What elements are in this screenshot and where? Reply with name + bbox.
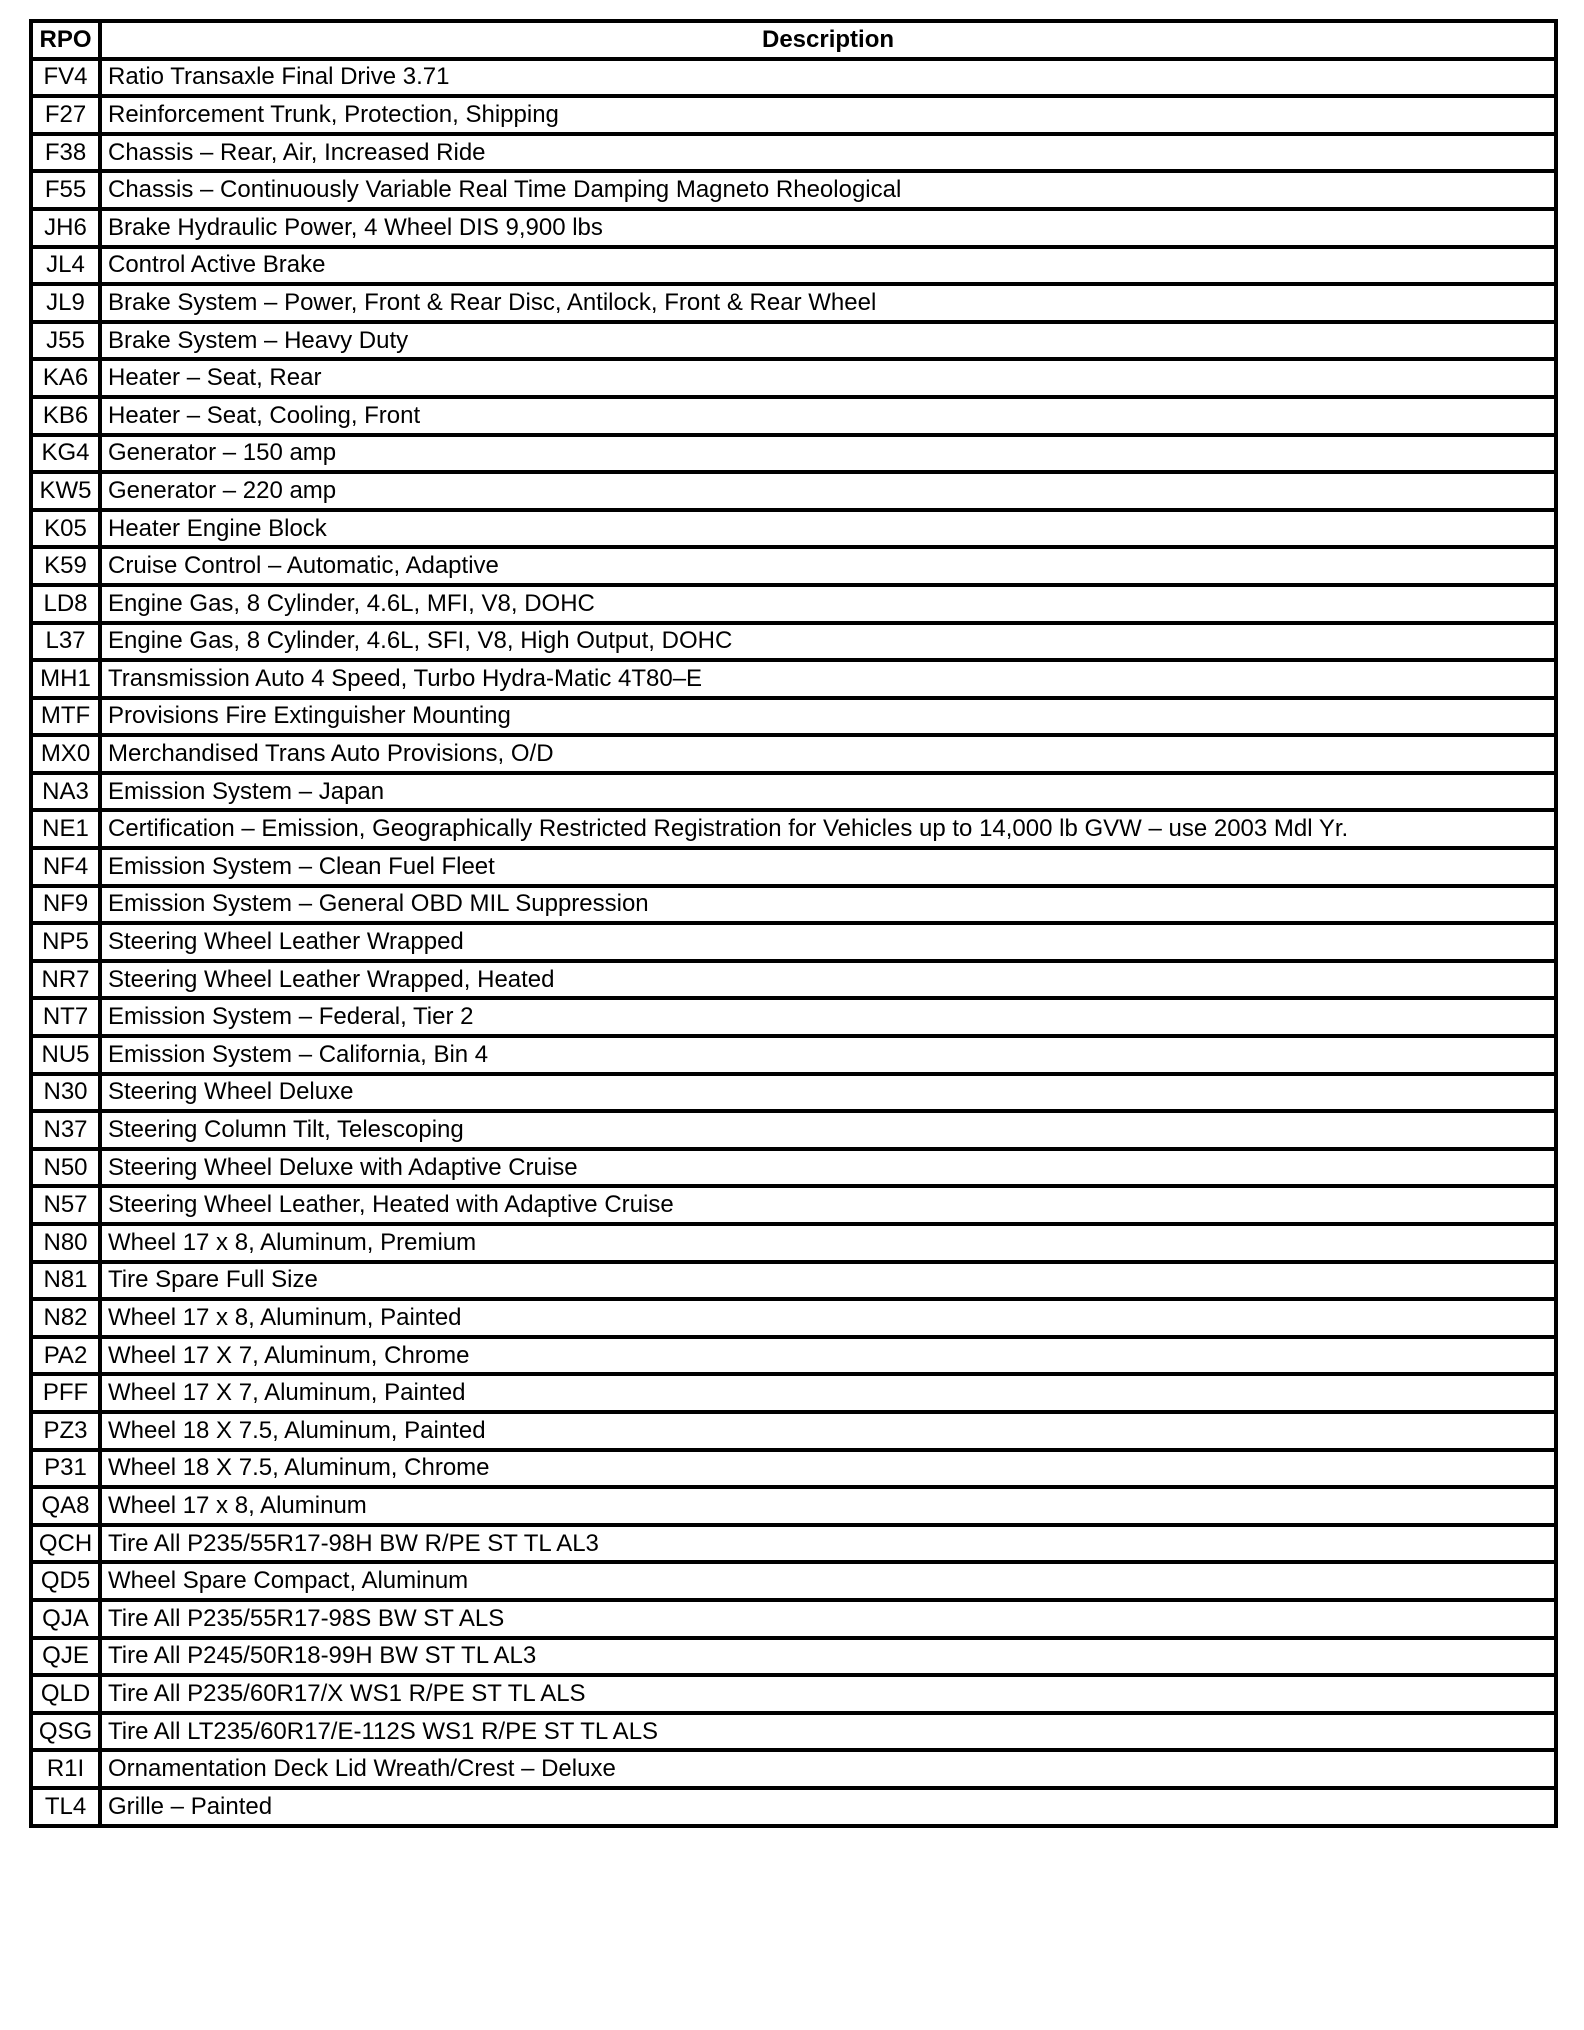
rpo-code: QJA — [31, 1600, 100, 1638]
rpo-code: NU5 — [31, 1036, 100, 1074]
rpo-code: QD5 — [31, 1562, 100, 1600]
rpo-description: Wheel Spare Compact, Aluminum — [100, 1562, 1556, 1600]
rpo-description: Transmission Auto 4 Speed, Turbo Hydra-Matic 4T80–E — [100, 660, 1556, 698]
rpo-code: N30 — [31, 1074, 100, 1112]
rpo-code: QCH — [31, 1525, 100, 1563]
table-header — [31, 21, 1556, 59]
rpo-description: Control Active Brake — [100, 247, 1556, 285]
table-row — [31, 59, 1556, 97]
rpo-description: Wheel 17 x 8, Aluminum, Painted — [100, 1299, 1556, 1337]
rpo-code: L37 — [31, 623, 100, 661]
rpo-description: Certification – Emission, Geographically Restricted Registration for Vehicles up to 14,000 lb GVW – use 2003 Mdl Yr. — [100, 810, 1556, 848]
header-description: Description — [100, 21, 1556, 59]
rpo-code: KW5 — [31, 472, 100, 510]
table-row — [31, 585, 1556, 623]
rpo-code: MTF — [31, 698, 100, 736]
rpo-description: Wheel 17 x 8, Aluminum, Premium — [100, 1224, 1556, 1262]
table-row — [31, 1074, 1556, 1112]
rpo-code: JL4 — [31, 247, 100, 285]
table-row — [31, 1299, 1556, 1337]
rpo-description: Brake System – Power, Front & Rear Disc, Antilock, Front & Rear Wheel — [100, 284, 1556, 322]
table-row — [31, 1149, 1556, 1187]
rpo-description: Tire All LT235/60R17/E-112S WS1 R/PE ST TL ALS — [100, 1713, 1556, 1751]
table-row — [31, 660, 1556, 698]
table-row — [31, 435, 1556, 473]
rpo-code: NR7 — [31, 961, 100, 999]
rpo-code: PA2 — [31, 1337, 100, 1375]
table-row — [31, 359, 1556, 397]
table-row — [31, 1262, 1556, 1300]
rpo-code: KG4 — [31, 435, 100, 473]
rpo-description: Grille – Painted — [100, 1788, 1556, 1826]
table-row — [31, 773, 1556, 811]
rpo-description: Provisions Fire Extinguisher Mounting — [100, 698, 1556, 736]
rpo-description: Generator – 150 amp — [100, 435, 1556, 473]
rpo-description: Emission System – Clean Fuel Fleet — [100, 848, 1556, 886]
rpo-code: JH6 — [31, 209, 100, 247]
rpo-description: Chassis – Rear, Air, Increased Ride — [100, 134, 1556, 172]
rpo-description: Tire All P235/55R17-98H BW R/PE ST TL AL3 — [100, 1525, 1556, 1563]
rpo-code: N82 — [31, 1299, 100, 1337]
table-row — [31, 247, 1556, 285]
rpo-description: Wheel 18 X 7.5, Aluminum, Chrome — [100, 1450, 1556, 1488]
table-row — [31, 1487, 1556, 1525]
rpo-code: F27 — [31, 96, 100, 134]
table-row — [31, 1788, 1556, 1826]
rpo-code: NP5 — [31, 923, 100, 961]
rpo-description: Steering Wheel Leather Wrapped — [100, 923, 1556, 961]
rpo-description: Brake System – Heavy Duty — [100, 322, 1556, 360]
table-row — [31, 1600, 1556, 1638]
rpo-code: F38 — [31, 134, 100, 172]
rpo-code: KA6 — [31, 359, 100, 397]
rpo-description: Tire All P245/50R18-99H BW ST TL AL3 — [100, 1638, 1556, 1676]
rpo-code: NF9 — [31, 886, 100, 924]
table-row — [31, 1638, 1556, 1676]
table-row — [31, 998, 1556, 1036]
table-row — [31, 1713, 1556, 1751]
rpo-description: Steering Column Tilt, Telescoping — [100, 1111, 1556, 1149]
rpo-description: Wheel 17 X 7, Aluminum, Chrome — [100, 1337, 1556, 1375]
table-row — [31, 547, 1556, 585]
table-row — [31, 810, 1556, 848]
rpo-code: R1I — [31, 1750, 100, 1788]
table-row — [31, 397, 1556, 435]
rpo-code: K59 — [31, 547, 100, 585]
rpo-description: Brake Hydraulic Power, 4 Wheel DIS 9,900 lbs — [100, 209, 1556, 247]
rpo-description: Ratio Transaxle Final Drive 3.71 — [100, 59, 1556, 97]
rpo-description: Emission System – General OBD MIL Suppression — [100, 886, 1556, 924]
table-row — [31, 171, 1556, 209]
table-row — [31, 1450, 1556, 1488]
table-row — [31, 1750, 1556, 1788]
rpo-description: Wheel 18 X 7.5, Aluminum, Painted — [100, 1412, 1556, 1450]
rpo-code: LD8 — [31, 585, 100, 623]
table-row — [31, 1036, 1556, 1074]
rpo-code: QJE — [31, 1638, 100, 1676]
table-row — [31, 1111, 1556, 1149]
rpo-description: Emission System – Federal, Tier 2 — [100, 998, 1556, 1036]
rpo-description: Chassis – Continuously Variable Real Time Damping Magneto Rheological — [100, 171, 1556, 209]
table-row — [31, 1675, 1556, 1713]
table-row — [31, 510, 1556, 548]
table-row — [31, 96, 1556, 134]
table-body — [31, 59, 1556, 1826]
rpo-code: NE1 — [31, 810, 100, 848]
rpo-description: Heater Engine Block — [100, 510, 1556, 548]
rpo-description: Merchandised Trans Auto Provisions, O/D — [100, 735, 1556, 773]
table-row — [31, 923, 1556, 961]
table-row — [31, 698, 1556, 736]
rpo-code: QLD — [31, 1675, 100, 1713]
table-row — [31, 472, 1556, 510]
rpo-code: N37 — [31, 1111, 100, 1149]
table-row — [31, 848, 1556, 886]
table-row — [31, 623, 1556, 661]
rpo-description: Tire Spare Full Size — [100, 1262, 1556, 1300]
rpo-code: QA8 — [31, 1487, 100, 1525]
table-row — [31, 886, 1556, 924]
header-rpo: RPO — [31, 21, 100, 59]
rpo-code: JL9 — [31, 284, 100, 322]
rpo-code: MX0 — [31, 735, 100, 773]
rpo-code: QSG — [31, 1713, 100, 1751]
rpo-description: Cruise Control – Automatic, Adaptive — [100, 547, 1556, 585]
rpo-code: TL4 — [31, 1788, 100, 1826]
table-row — [31, 134, 1556, 172]
table-row — [31, 1186, 1556, 1224]
rpo-description: Steering Wheel Leather, Heated with Adaptive Cruise — [100, 1186, 1556, 1224]
rpo-description: Generator – 220 amp — [100, 472, 1556, 510]
rpo-description: Steering Wheel Deluxe — [100, 1074, 1556, 1112]
rpo-code: N81 — [31, 1262, 100, 1300]
rpo-description: Wheel 17 X 7, Aluminum, Painted — [100, 1374, 1556, 1412]
table-row — [31, 1412, 1556, 1450]
rpo-code: KB6 — [31, 397, 100, 435]
rpo-description: Tire All P235/55R17-98S BW ST ALS — [100, 1600, 1556, 1638]
rpo-code: PFF — [31, 1374, 100, 1412]
rpo-code: N80 — [31, 1224, 100, 1262]
rpo-code: N57 — [31, 1186, 100, 1224]
rpo-code: K05 — [31, 510, 100, 548]
table-row — [31, 961, 1556, 999]
table-row — [31, 1562, 1556, 1600]
rpo-description: Steering Wheel Deluxe with Adaptive Cruise — [100, 1149, 1556, 1187]
rpo-code: FV4 — [31, 59, 100, 97]
rpo-code: N50 — [31, 1149, 100, 1187]
rpo-code: NA3 — [31, 773, 100, 811]
rpo-code: MH1 — [31, 660, 100, 698]
rpo-code: NF4 — [31, 848, 100, 886]
table-row — [31, 735, 1556, 773]
table-row — [31, 209, 1556, 247]
rpo-description: Emission System – Japan — [100, 773, 1556, 811]
rpo-description: Heater – Seat, Rear — [100, 359, 1556, 397]
table-row — [31, 1337, 1556, 1375]
table-row — [31, 1224, 1556, 1262]
rpo-description: Ornamentation Deck Lid Wreath/Crest – Deluxe — [100, 1750, 1556, 1788]
rpo-description: Tire All P235/60R17/X WS1 R/PE ST TL ALS — [100, 1675, 1556, 1713]
rpo-description: Engine Gas, 8 Cylinder, 4.6L, SFI, V8, High Output, DOHC — [100, 623, 1556, 661]
rpo-description: Steering Wheel Leather Wrapped, Heated — [100, 961, 1556, 999]
rpo-code: F55 — [31, 171, 100, 209]
table-row — [31, 1525, 1556, 1563]
table-row — [31, 322, 1556, 360]
header-row — [31, 21, 1556, 59]
rpo-description: Engine Gas, 8 Cylinder, 4.6L, MFI, V8, DOHC — [100, 585, 1556, 623]
rpo-description: Wheel 17 x 8, Aluminum — [100, 1487, 1556, 1525]
rpo-table — [29, 19, 1558, 1828]
table-row — [31, 284, 1556, 322]
rpo-code: NT7 — [31, 998, 100, 1036]
rpo-description: Reinforcement Trunk, Protection, Shipping — [100, 96, 1556, 134]
rpo-code: P31 — [31, 1450, 100, 1488]
rpo-description: Emission System – California, Bin 4 — [100, 1036, 1556, 1074]
table-row — [31, 1374, 1556, 1412]
rpo-description: Heater – Seat, Cooling, Front — [100, 397, 1556, 435]
rpo-code: PZ3 — [31, 1412, 100, 1450]
rpo-code: J55 — [31, 322, 100, 360]
